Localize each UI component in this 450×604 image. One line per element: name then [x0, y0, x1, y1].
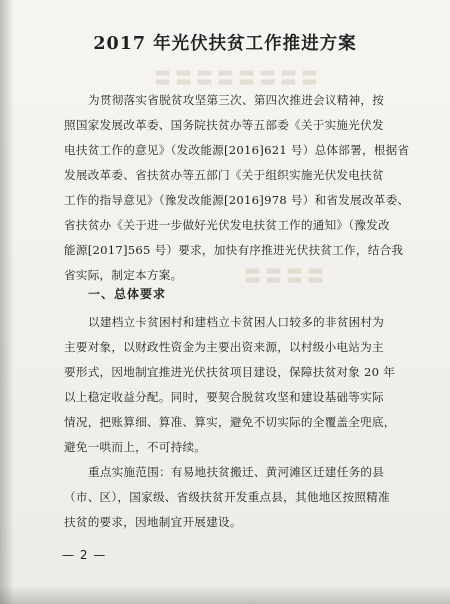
focus-line: （市、区），国家级、省级扶贫开发重点县，其他地区按照精准: [64, 490, 390, 504]
bleed-through-text: 〓〓〓〓: [240, 267, 324, 287]
intro-line: 电扶贫工作的意见》（发改能源[2016]621 号）总体部署，根据省: [64, 143, 410, 157]
focus-line: 扶贫的要求，因地制宜开展建设。: [64, 515, 242, 529]
focus-line: 重点实施范围：有易地扶贫搬迁、黄河滩区迁建任务的县: [88, 465, 385, 479]
intro-line: 省实际，制定本方案。: [64, 268, 183, 282]
intro-line: 发展改革委、省扶贫办等五部门《关于组织实施光伏发电扶贫: [64, 168, 384, 182]
requirement-line: 以建档立卡贫困村和建档立卡贫困人口较多的非贫困村为: [88, 315, 385, 329]
intro-line: 为贯彻落实省脱贫攻坚第三次、第四次推进会议精神，按: [88, 93, 385, 107]
requirement-line: 以上稳定收益分配。同时，要契合脱贫攻坚和建设基础等实际: [64, 390, 384, 404]
focus-scope-paragraph: [64, 460, 416, 535]
intro-line: 能源[2017]565 号）要求，加快有序推进光伏扶贫工作，结合我: [64, 243, 404, 257]
page-number: — 2 —: [62, 548, 107, 562]
requirement-line: 情况，把账算细、算准、算实，避免不切实际的全覆盖全兜底，: [64, 415, 396, 429]
requirement-line: 主要对象，以财政性资金为主要出资来源，以村级小电站为主: [64, 340, 384, 354]
page-edge-shadow: [0, 0, 14, 604]
requirement-line: 要形式，因地制宜推进光伏扶贫项目建设，保障扶贫对象 20 年: [64, 365, 396, 379]
intro-line: 照国家发展改革委、国务院扶贫办等五部委《关于实施光伏发: [64, 118, 384, 132]
page-bottom-shadow: [0, 586, 450, 604]
requirements-paragraph: [64, 310, 416, 460]
section-heading: 一、总体要求: [88, 287, 167, 301]
intro-paragraph: [64, 88, 416, 288]
bleed-through-text: 〓〓〓〓〓〓〓〓: [150, 69, 318, 89]
document-title: 2017 年光伏扶贫工作推进方案: [93, 34, 357, 54]
intro-line: 工作的指导意见》（豫发改能源[2016]978 号）和省发展改革委、: [64, 193, 410, 207]
intro-line: 省扶贫办《关于进一步做好光伏发电扶贫工作的通知》（豫发改: [64, 218, 390, 232]
requirement-line: 避免一哄而上，不可持续。: [64, 440, 207, 454]
